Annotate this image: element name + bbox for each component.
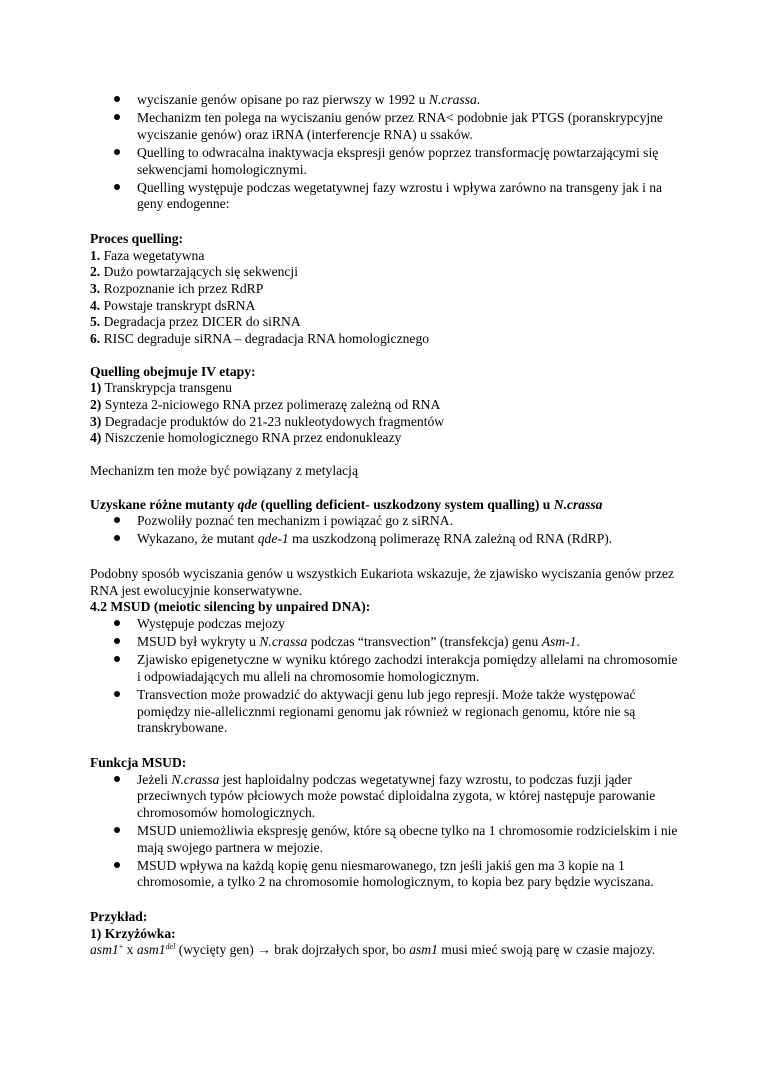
proces-step: 1. Faza wegetatywna — [90, 247, 205, 263]
list-item: Quelling występuje podczas wegetatywnej fazy wzrostu i wpływa zarówno na transgeny jak i na geny endogenne: — [90, 180, 680, 213]
list-item: MSUD wpływa na każdą kopię genu niesmarowanego, tzn jeśli jakiś gen ma 3 kopie na 1 chromosomie, a tylko 2 na chromosomie homologicznym, to kopia bez pary będzie wyciszana. — [90, 858, 680, 891]
intro-bullet-1-text: wyciszanie genów opisane po raz pierwszy w 1992 u — [137, 92, 429, 107]
list-item: Występuje podczas mejozy — [90, 616, 680, 633]
arrow-right-icon: → — [257, 942, 271, 958]
list-item: Quelling to odwracalna inaktywacja ekspresji genów poprzez transformację powtarzającymi się sekwencjami homologicznymi. — [90, 145, 680, 178]
etapy-step: 4) Niszczenie homologicznego RNA przez endonukleazy — [90, 430, 402, 446]
list-item: Pozwoliły poznać ten mechanizm i powiązać go z siRNA. — [90, 513, 680, 530]
msud-list — [90, 616, 680, 737]
proces-step: 5. Degradacja przez DICER do siRNA — [90, 314, 301, 330]
list-item: MSUD uniemożliwia ekspresję genów, które są obecne tylko na 1 chromosomie rodzicielskim i nie mają swojego partnera w mejozie. — [90, 823, 680, 856]
etapy-step: 1) Transkrypcja transgenu — [90, 380, 232, 396]
proces-step: 2. Dużo powtarzających się sekwencji — [90, 264, 298, 280]
list-item: MSUD był wykryty u N.crassa podczas “transvection” (transfekcja) genu Asm-1. — [90, 634, 680, 651]
etapy-heading: Quelling obejmuje IV etapy: — [90, 363, 256, 379]
list-item: Transvection może prowadzić do aktywacji genu lub jego represji. Może także występować pomiędzy nie-allelicznmi regionami genomu jak również w regionach genomu, które nie są transkrybowane. — [90, 687, 680, 737]
species-name: N.crassa — [428, 92, 477, 107]
intro-list — [90, 92, 680, 213]
funkcja-list — [90, 772, 680, 891]
list-item: Wykazano, że mutant qde-1 ma uszkodzoną polimerazę RNA zależną od RNA (RdRP). — [90, 531, 680, 548]
proces-step: 3. Rozpoznanie ich przez RdRP — [90, 280, 264, 296]
etapy-step: 3) Degradacje produktów do 21-23 nukleotydowych fragmentów — [90, 413, 445, 429]
list-item: Zjawisko epigenetyczne w wyniku którego zachodzi interakcja pomiędzy allelami na chromosomie i odpowiadających mu alleli na chromosomie homologicznym. — [90, 652, 680, 685]
podobny-text: Podobny sposób wyciszania genów u wszystkich Eukariota wskazuje, że zjawisko wyciszania genów przez RNA jest ewolucyjnie konserwatywne. — [90, 566, 674, 598]
mutanty-list — [90, 513, 680, 548]
proces-step: 6. RISC degraduje siRNA – degradacja RNA homologicznego — [90, 330, 430, 346]
msud-heading: 4.2 MSUD (meiotic silencing by unpaired DNA): — [90, 599, 371, 615]
mutanty-heading: Uzyskane różne mutanty qde (quelling deficient- uszkodzony system qualling) u N.crassa — [90, 496, 603, 512]
proces-step: 4. Powstaje transkrypt dsRNA — [90, 297, 256, 313]
przyklad-heading: Przykład: — [90, 909, 148, 925]
list-item: Jeżeli N.crassa jest haploidalny podczas wegetatywnej fazy wzrostu, to podczas fuzji jąder przeciwnych typów płciowych może powstać diploidalna zygota, w której następuje parowanie chromosomów homologicznych. — [90, 772, 680, 822]
list-item: wyciszanie genów opisane po raz pierwszy w 1992 u N.crassa. — [90, 92, 680, 109]
proces-heading: Proces quelling: — [90, 231, 184, 247]
metylacja-text: Mechanizm ten może być powiązany z metylacją — [90, 463, 358, 479]
etapy-step: 2) Synteza 2-niciowego RNA przez polimerazę zależną od RNA — [90, 397, 441, 413]
przyklad-cross-text: asm1+ x $asm1^{del}$ (wycięty gen) → brak dojrzałych spor, bo asm1 musi mieć swoją parę w czasie majozy. — [90, 942, 656, 958]
funkcja-heading: Funkcja MSUD: — [90, 755, 187, 771]
document-content — [90, 92, 680, 959]
list-item: Mechanizm ten polega na wyciszaniu genów przez RNA< podobnie jak PTGS (poranskrypcyjne wyciszanie genów) oraz iRNA (interferencje RNA) u ssaków. — [90, 110, 680, 143]
przyklad-subheading: 1) Krzyżówka: — [90, 925, 176, 941]
